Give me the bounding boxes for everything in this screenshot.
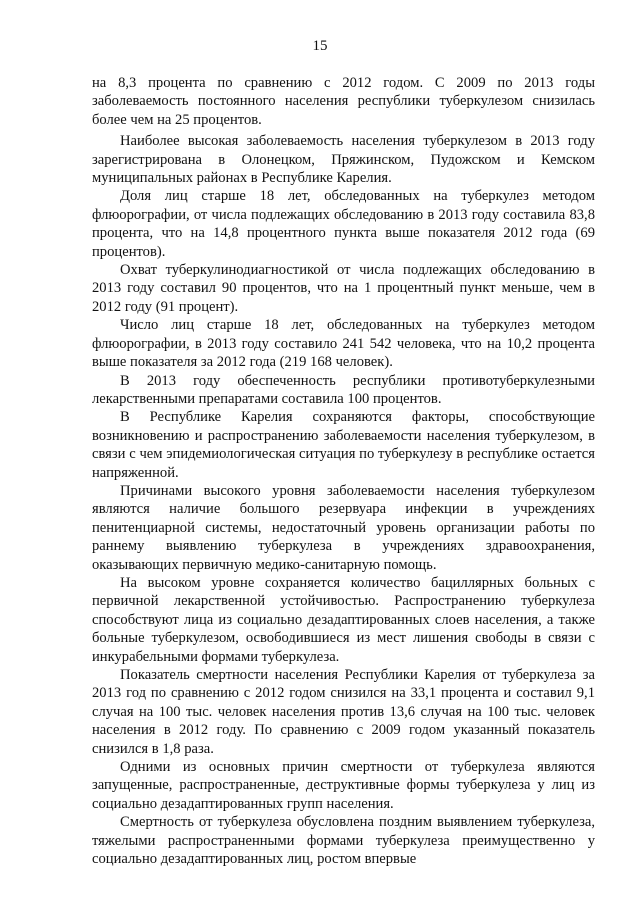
paragraph: На высоком уровне сохраняется количество бациллярных больных с первичной лекарственной устойчивостью. Распространению туберкулеза способствуют лица из социально дезадаптированных слоев населения, а также больные туберкулезом, освободившиеся из мест лишения свободы в связи с инкурабельными формами туберкулеза. xyxy=(92,574,595,665)
paragraph: Доля лиц старше 18 лет, обследованных на туберкулез методом флюорографии, от числа подлежащих обследованию в 2013 году составила 83,8 процента, что на 14,8 процентного пункта выше показателя 2012 года (69 процентов). xyxy=(92,188,595,260)
page-number: 15 xyxy=(312,38,328,54)
paragraph: Смертность от туберкулеза обусловлена поздним выявлением туберкулеза, тяжелыми распространенными формами туберкулеза преимущественно у социально дезадаптированных лиц, ростом впервые xyxy=(92,814,595,868)
paragraph: Причинами высокого уровня заболеваемости населения туберкулезом являются наличие большого резервуара инфекции в учреждениях пенитенциарной системы, недостаточный уровень организации работы по раннему выявлению туберкулеза в учреждениях здравоохранения, оказывающих первичную медико-санитарную помощь. xyxy=(92,482,595,573)
document-body xyxy=(92,74,595,868)
paragraph-continuation: на 8,3 процента по сравнению с 2012 годом. С 2009 по 2013 годы заболеваемость постоянного населения республики туберкулезом снизилась более чем на 25 процентов. xyxy=(92,75,595,128)
paragraph: Наиболее высокая заболеваемость населения туберкулезом в 2013 году зарегистрирована в Олонецком, Пряжинском, Пудожском и Кемском муниципальных районах в Республике Карелия. xyxy=(92,133,595,187)
paragraph: Число лиц старше 18 лет, обследованных на туберкулез методом флюорографии, в 2013 году составило 241 542 человека, что на 10,2 процента выше показателя за 2012 года (219 168 человек). xyxy=(92,317,595,371)
paragraph: Показатель смертности населения Республики Карелия от туберкулеза за 2013 год по сравнению с 2012 годом снизился на 33,1 процента и составил 9,1 случая на 100 тыс. человек населения против 13,6 случая на 100 тыс. человек населения в 2012 году. По сравнению с 2009 годом указанный показатель снизился в 1,8 раза. xyxy=(92,667,595,757)
paragraph: В Республике Карелия сохраняются факторы, способствующие возникновению и распространению заболеваемости населения туберкулезом, в связи с чем эпидемиологическая ситуация по туберкулезу в республике остается напряженной. xyxy=(92,409,595,481)
paragraph: Охват туберкулинодиагностикой от числа подлежащих обследованию в 2013 году составил 90 процентов, что на 1 процентный пункт меньше, чем в 2012 году (91 процент). xyxy=(92,262,595,315)
paragraph: В 2013 году обеспеченность республики противотуберкулезными лекарственными препаратами составила 100 процентов. xyxy=(92,372,595,407)
paragraph: Одними из основных причин смертности от туберкулеза являются запущенные, распространенные, деструктивные формы туберкулеза у лиц из социально дезадаптированных групп населения. xyxy=(92,759,595,812)
